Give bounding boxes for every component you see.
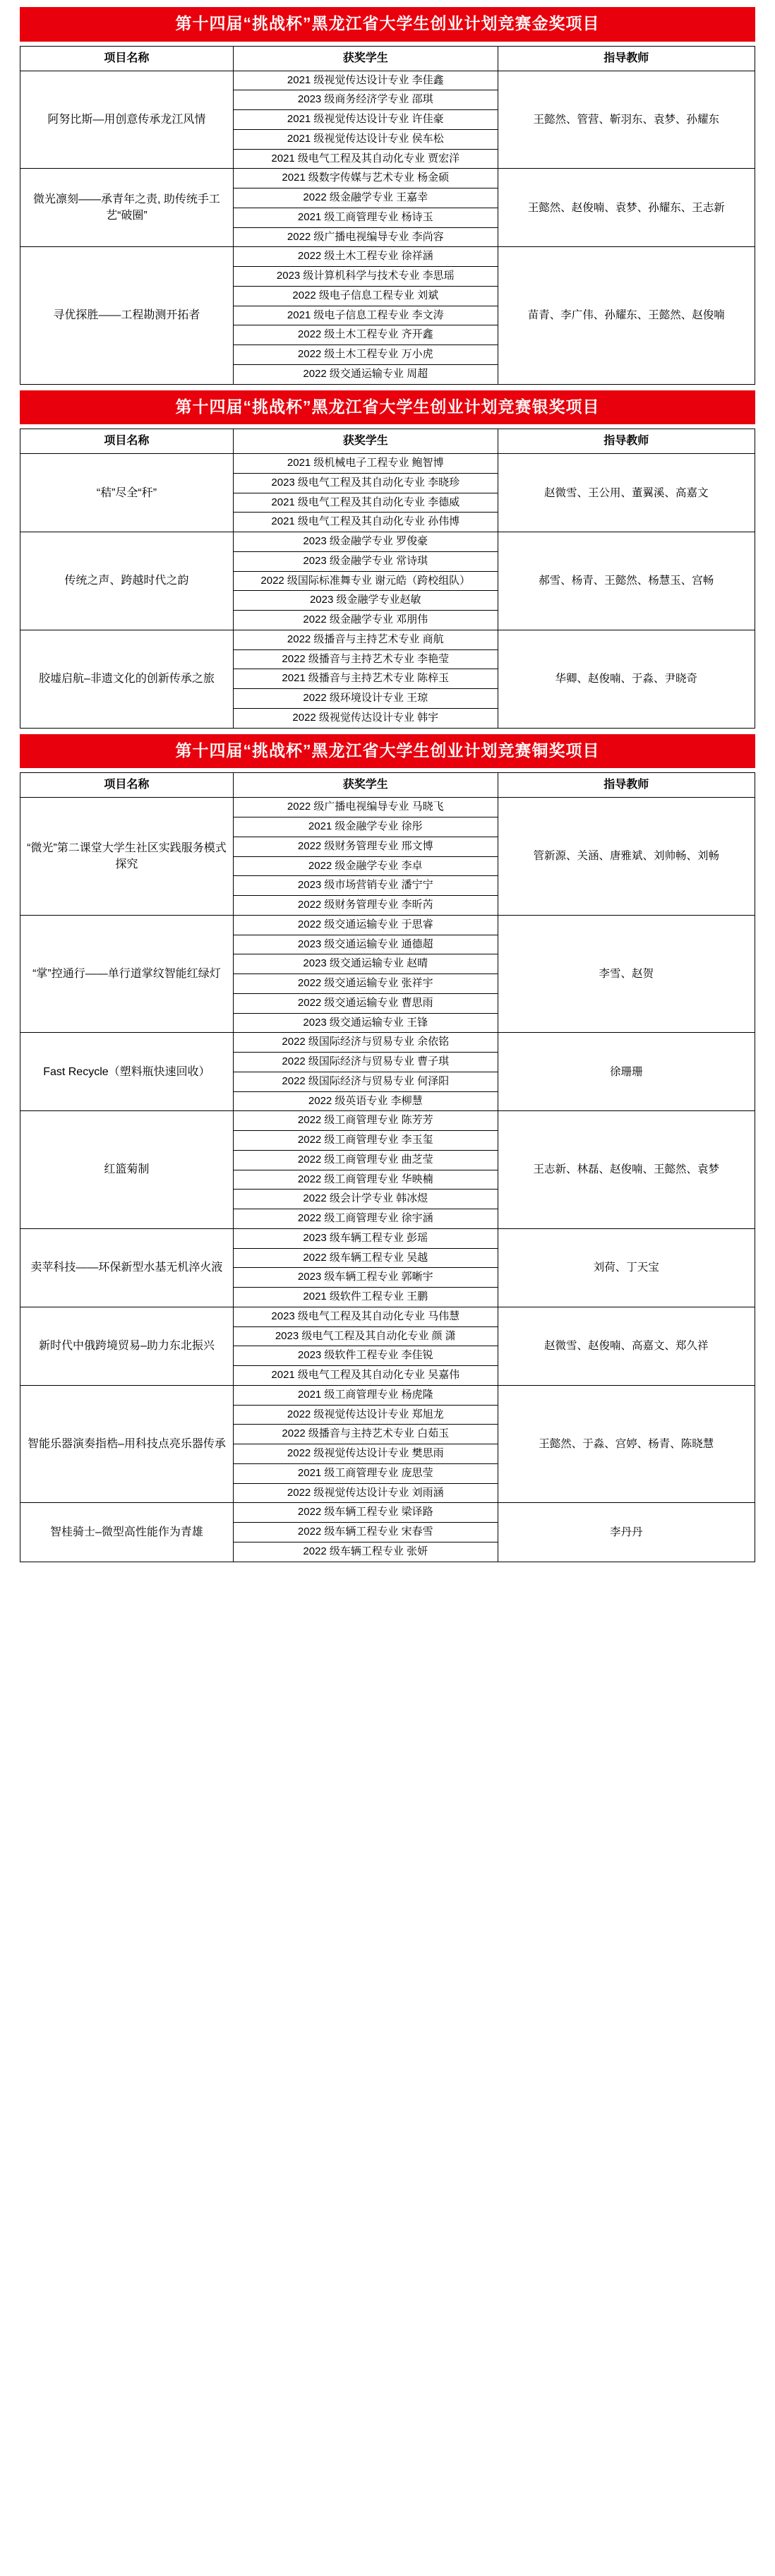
- student-entry: 2021 级软件工程专业 王鹏: [233, 1288, 498, 1307]
- project-name: 新时代中俄跨境贸易–助力东北振兴: [20, 1307, 234, 1385]
- student-entry: 2022 级会计学专业 韩冰煜: [233, 1190, 498, 1209]
- student-entry: 2022 级国际经济与贸易专业 曹子琪: [233, 1053, 498, 1072]
- advisor-teachers: 刘荷、丁天宝: [498, 1228, 755, 1307]
- student-entry: 2023 级市场营销专业 潘宁宁: [233, 876, 498, 896]
- student-entry: 2022 级车辆工程专业 梁译路: [233, 1503, 498, 1523]
- student-entry: 2022 级工商管理专业 曲芝莹: [233, 1150, 498, 1170]
- advisor-teachers: 王懿然、于淼、宫婷、杨青、陈晓慧: [498, 1385, 755, 1503]
- student-entry: 2021 级机械电子工程专业 鲍智博: [233, 454, 498, 474]
- project-name: “掌”控通行——单行道掌纹智能红绿灯: [20, 915, 234, 1033]
- project-name: 卖苹科技——环保新型水基无机淬火液: [20, 1228, 234, 1307]
- student-entry: 2022 级土木工程专业 徐祥涵: [233, 247, 498, 267]
- table-row: [20, 169, 755, 188]
- advisor-teachers: 李丹丹: [498, 1503, 755, 1562]
- student-entry: 2022 级国际经济与贸易专业 余依铭: [233, 1033, 498, 1053]
- student-entry: 2021 级工商管理专业 杨诗玉: [233, 208, 498, 227]
- column-header: 指导教师: [498, 773, 755, 798]
- student-entry: 2022 级交通运输专业 于思睿: [233, 915, 498, 935]
- column-header: 获奖学生: [233, 429, 498, 454]
- student-entry: 2022 级电子信息工程专业 刘斌: [233, 286, 498, 306]
- column-header: 项目名称: [20, 429, 234, 454]
- student-entry: 2023 级金融学专业赵敏: [233, 591, 498, 611]
- student-entry: 2022 级广播电视编导专业 马晓飞: [233, 798, 498, 817]
- student-entry: 2022 级视觉传达设计专业 刘雨涵: [233, 1483, 498, 1503]
- project-name: 智能乐器演奏指梏–用科技点亮乐器传承: [20, 1385, 234, 1503]
- table-row: [20, 1503, 755, 1523]
- student-entry: 2023 级车辆工程专业 彭瑶: [233, 1228, 498, 1248]
- student-entry: 2022 级工商管理专业 徐宇涵: [233, 1209, 498, 1229]
- student-entry: 2023 级交通运输专业 王锋: [233, 1013, 498, 1033]
- student-entry: 2022 级财务管理专业 邢文博: [233, 837, 498, 856]
- project-name: 胶墟启航–非遗文化的创新传承之旅: [20, 630, 234, 728]
- student-entry: 2023 级计算机科学与技术专业 李思瑶: [233, 267, 498, 287]
- table-row: [20, 1111, 755, 1131]
- student-entry: 2021 级电气工程及其自动化专业 李德威: [233, 493, 498, 513]
- student-entry: 2022 级财务管理专业 李昕芮: [233, 896, 498, 916]
- student-entry: 2022 级视觉传达设计专业 郑旭龙: [233, 1405, 498, 1425]
- student-entry: 2023 级交通运输专业 通德超: [233, 935, 498, 954]
- student-entry: 2022 级环境设计专业 王琼: [233, 689, 498, 709]
- student-entry: 2022 级视觉传达设计专业 韩宇: [233, 708, 498, 728]
- student-entry: 2022 级交通运输专业 张祥宇: [233, 974, 498, 994]
- project-name: Fast Recycle（塑料瓶快速回收）: [20, 1033, 234, 1111]
- advisor-teachers: 赵微雪、赵俊喃、高嘉文、郑久祥: [498, 1307, 755, 1385]
- student-entry: 2023 级软件工程专业 李佳锐: [233, 1346, 498, 1366]
- table-header-row: [20, 773, 755, 798]
- section-banner: 第十四届“挑战杯”黑龙江省大学生创业计划竞赛铜奖项目: [20, 734, 755, 769]
- student-entry: 2021 级电气工程及其自动化专业 孙伟博: [233, 513, 498, 532]
- student-entry: 2022 级金融学专业 王嘉幸: [233, 188, 498, 208]
- advisor-teachers: 管新源、关涵、唐雅斌、刘帅畅、刘畅: [498, 798, 755, 916]
- table-row: [20, 630, 755, 649]
- student-entry: 2023 级金融学专业 常诗琪: [233, 551, 498, 571]
- student-entry: 2022 级金融学专业 邓朋伟: [233, 611, 498, 630]
- table-row: [20, 71, 755, 90]
- project-name: 传统之声、跨越时代之韵: [20, 532, 234, 630]
- table-row: [20, 247, 755, 267]
- table-row: [20, 1385, 755, 1405]
- table-row: [20, 1033, 755, 1053]
- section-banner: 第十四届“挑战杯”黑龙江省大学生创业计划竞赛银奖项目: [20, 390, 755, 425]
- table-header-row: [20, 429, 755, 454]
- award-section: [20, 734, 755, 1562]
- student-entry: 2022 级车辆工程专业 宋春雪: [233, 1523, 498, 1542]
- award-sections: [20, 7, 755, 1562]
- advisor-teachers: 华卿、赵俊喃、于淼、尹晓奇: [498, 630, 755, 728]
- student-entry: 2022 级国际标准舞专业 谢元皓（跨校组队）: [233, 571, 498, 591]
- table-row: [20, 1228, 755, 1248]
- project-name: “微光”第二课堂大学生社区实践服务模式探究: [20, 798, 234, 916]
- student-entry: 2023 级车辆工程专业 郭晰宇: [233, 1268, 498, 1288]
- advisor-teachers: 王懿然、管营、靳羽东、袁梦、孙耀东: [498, 71, 755, 169]
- student-entry: 2022 级播音与主持艺术专业 商航: [233, 630, 498, 649]
- student-entry: 2021 级视觉传达设计专业 许佳豪: [233, 110, 498, 130]
- student-entry: 2021 级工商管理专业 杨虎隆: [233, 1385, 498, 1405]
- award-section: [20, 7, 755, 385]
- student-entry: 2022 级视觉传达设计专业 樊思雨: [233, 1444, 498, 1464]
- project-name: 阿努比斯—用创意传承龙江风情: [20, 71, 234, 169]
- advisor-teachers: 徐珊珊: [498, 1033, 755, 1111]
- table-row: [20, 915, 755, 935]
- column-header: 获奖学生: [233, 46, 498, 71]
- advisor-teachers: 李雪、赵贺: [498, 915, 755, 1033]
- student-entry: 2022 级工商管理专业 李玉玺: [233, 1131, 498, 1151]
- student-entry: 2023 级电气工程及其自动化专业 李晓珍: [233, 473, 498, 493]
- student-entry: 2022 级金融学专业 李卓: [233, 856, 498, 876]
- table-row: [20, 1307, 755, 1326]
- awards-table: [20, 772, 755, 1562]
- student-entry: 2022 级播音与主持艺术专业 白茹玉: [233, 1425, 498, 1444]
- student-entry: 2021 级工商管理专业 庞思莹: [233, 1463, 498, 1483]
- student-entry: 2022 级土木工程专业 万小虎: [233, 345, 498, 365]
- student-entry: 2022 级英语专业 李柳慧: [233, 1091, 498, 1111]
- advisor-teachers: 赵微雪、王公用、董翼溪、高嘉文: [498, 454, 755, 532]
- student-entry: 2022 级国际经济与贸易专业 何泽阳: [233, 1072, 498, 1091]
- awards-table: [20, 429, 755, 729]
- advisor-teachers: 苗青、李广伟、孙耀东、王懿然、赵俊喃: [498, 247, 755, 384]
- project-name: 智桂骑士–微型高性能作为青雄: [20, 1503, 234, 1562]
- awards-table: [20, 46, 755, 385]
- award-section: [20, 390, 755, 729]
- student-entry: 2021 级视觉传达设计专业 李佳鑫: [233, 71, 498, 90]
- student-entry: 2022 级工商管理专业 华映楠: [233, 1170, 498, 1190]
- student-entry: 2022 级车辆工程专业 张妍: [233, 1542, 498, 1562]
- advisor-teachers: 王志新、林磊、赵俊喃、王懿然、袁梦: [498, 1111, 755, 1229]
- project-name: 微光凛刻——承青年之责, 助传统手工艺“破圈”: [20, 169, 234, 247]
- student-entry: 2021 级数字传媒与艺术专业 杨金硕: [233, 169, 498, 188]
- student-entry: 2023 级电气工程及其自动化专业 马伟慧: [233, 1307, 498, 1326]
- table-row: [20, 798, 755, 817]
- section-banner: 第十四届“挑战杯”黑龙江省大学生创业计划竞赛金奖项目: [20, 7, 755, 42]
- student-entry: 2022 级工商管理专业 陈芳芳: [233, 1111, 498, 1131]
- student-entry: 2022 级交通运输专业 周超: [233, 364, 498, 384]
- advisor-teachers: 王懿然、赵俊喃、袁梦、孙耀东、王志新: [498, 169, 755, 247]
- student-entry: 2022 级播音与主持艺术专业 李艳莹: [233, 649, 498, 669]
- student-entry: 2021 级电子信息工程专业 李文涛: [233, 306, 498, 325]
- student-entry: 2021 级电气工程及其自动化专业 吴嘉伟: [233, 1366, 498, 1386]
- student-entry: 2023 级商务经济学专业 邵琪: [233, 90, 498, 110]
- project-name: 寻优探胜——工程勘测开拓者: [20, 247, 234, 384]
- student-entry: 2023 级电气工程及其自动化专业 颜 潇: [233, 1326, 498, 1346]
- student-entry: 2023 级金融学专业 罗俊豪: [233, 532, 498, 552]
- student-entry: 2021 级视觉传达设计专业 侯车松: [233, 129, 498, 149]
- project-name: “秸”尽全“秆”: [20, 454, 234, 532]
- table-header-row: [20, 46, 755, 71]
- column-header: 指导教师: [498, 429, 755, 454]
- column-header: 获奖学生: [233, 773, 498, 798]
- advisor-teachers: 郝雪、杨青、王懿然、杨慧玉、宫畅: [498, 532, 755, 630]
- student-entry: 2023 级交通运输专业 赵晴: [233, 954, 498, 974]
- table-row: [20, 454, 755, 474]
- project-name: 红篮菊制: [20, 1111, 234, 1229]
- table-row: [20, 532, 755, 552]
- column-header: 项目名称: [20, 773, 234, 798]
- student-entry: 2021 级电气工程及其自动化专业 贾宏洋: [233, 149, 498, 169]
- student-entry: 2021 级金融学专业 徐彤: [233, 817, 498, 837]
- student-entry: 2022 级交通运输专业 曹思雨: [233, 993, 498, 1013]
- column-header: 指导教师: [498, 46, 755, 71]
- student-entry: 2022 级土木工程专业 齐开鑫: [233, 325, 498, 345]
- student-entry: 2022 级广播电视编导专业 李尚容: [233, 227, 498, 247]
- student-entry: 2022 级车辆工程专业 吴越: [233, 1248, 498, 1268]
- student-entry: 2021 级播音与主持艺术专业 陈梓玉: [233, 669, 498, 689]
- column-header: 项目名称: [20, 46, 234, 71]
